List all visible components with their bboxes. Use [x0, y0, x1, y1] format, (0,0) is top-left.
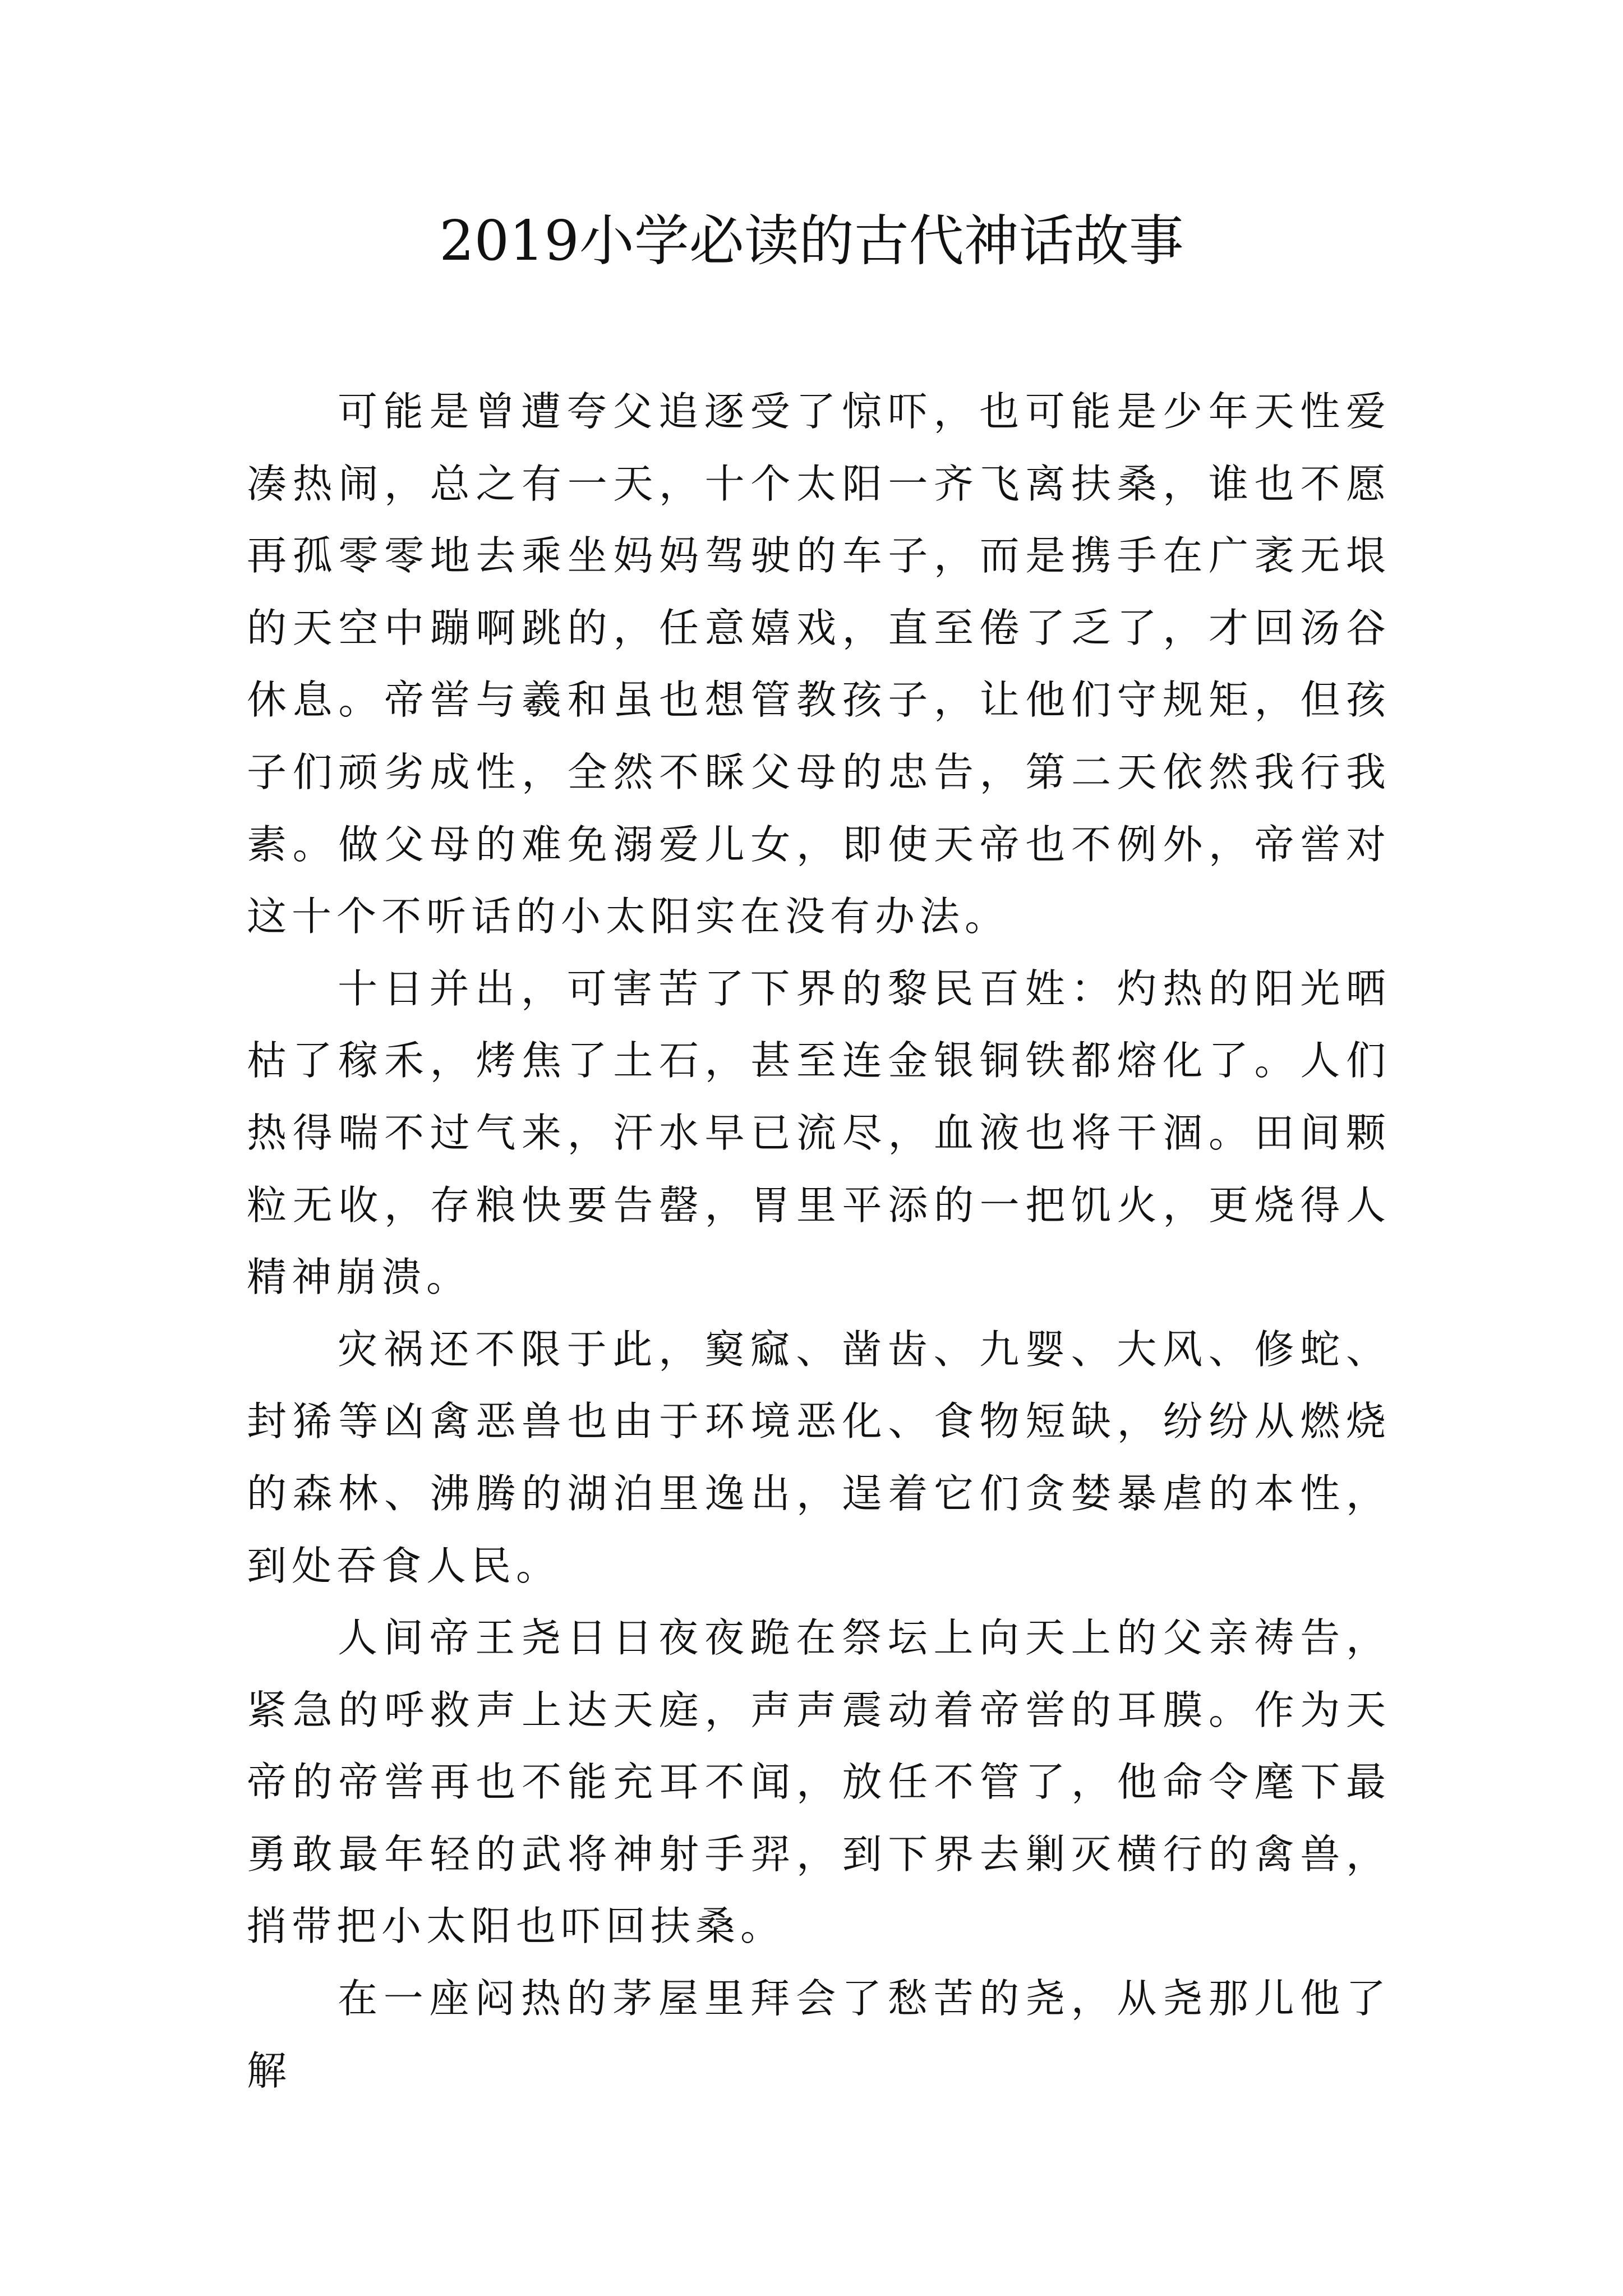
paragraph: 灾祸还不限于此，窫窳、凿齿、九婴、大风、修蛇、封狶等凶禽恶兽也由于环境恶化、食物短缺，纷纷从燃烧的森林、沸腾的湖泊里逸出，逞着它们贪婪暴虐的本性，到处吞食人民。	[247, 1326, 1391, 1589]
paragraph: 可能是曾遭夸父追逐受了惊吓，也可能是少年天性爱凑热闹，总之有一天，十个太阳一齐飞离扶桑，谁也不愿再孤零零地去乘坐妈妈驾驶的车子，而是携手在广袤无垠的天空中蹦啊跳的，任意嬉戏，直至倦了乏了，才回汤谷休息。帝喾与羲和虽也想管教孩子，让他们守规矩，但孩子们顽劣成性，全然不睬父母的忠告，第二天依然我行我素。做父母的难免溺爱儿女，即使天帝也不例外，帝喾对这十个不听话的小太阳实在没有办法。	[247, 388, 1391, 940]
paragraph: 十日并出，可害苦了下界的黎民百姓：灼热的阳光晒枯了稼禾，烤焦了土石，甚至连金银铜铁都熔化了。人们热得喘不过气来，汗水早已流尽，血液也将干涸。田间颗粒无收，存粮快要告罄，胃里平添的一把饥火，更烧得人精神崩溃。	[247, 965, 1391, 1301]
paragraph: 在一座闷热的茅屋里拜会了愁苦的尧，从尧那儿他了解	[247, 1975, 1391, 2094]
document-body	[247, 376, 1391, 2107]
paragraph: 人间帝王尧日日夜夜跪在祭坛上向天上的父亲祷告，紧急的呼救声上达天庭，声声震动着帝喾的耳膜。作为天帝的帝喾再也不能充耳不闻，放任不管了，他命令麾下最勇敢最年轻的武将神射手羿，到下界去剿灭横行的禽兽，捎带把小太阳也吓回扶桑。	[247, 1614, 1391, 1950]
document-title: 2019小学必读的古代神话故事	[439, 209, 1184, 273]
